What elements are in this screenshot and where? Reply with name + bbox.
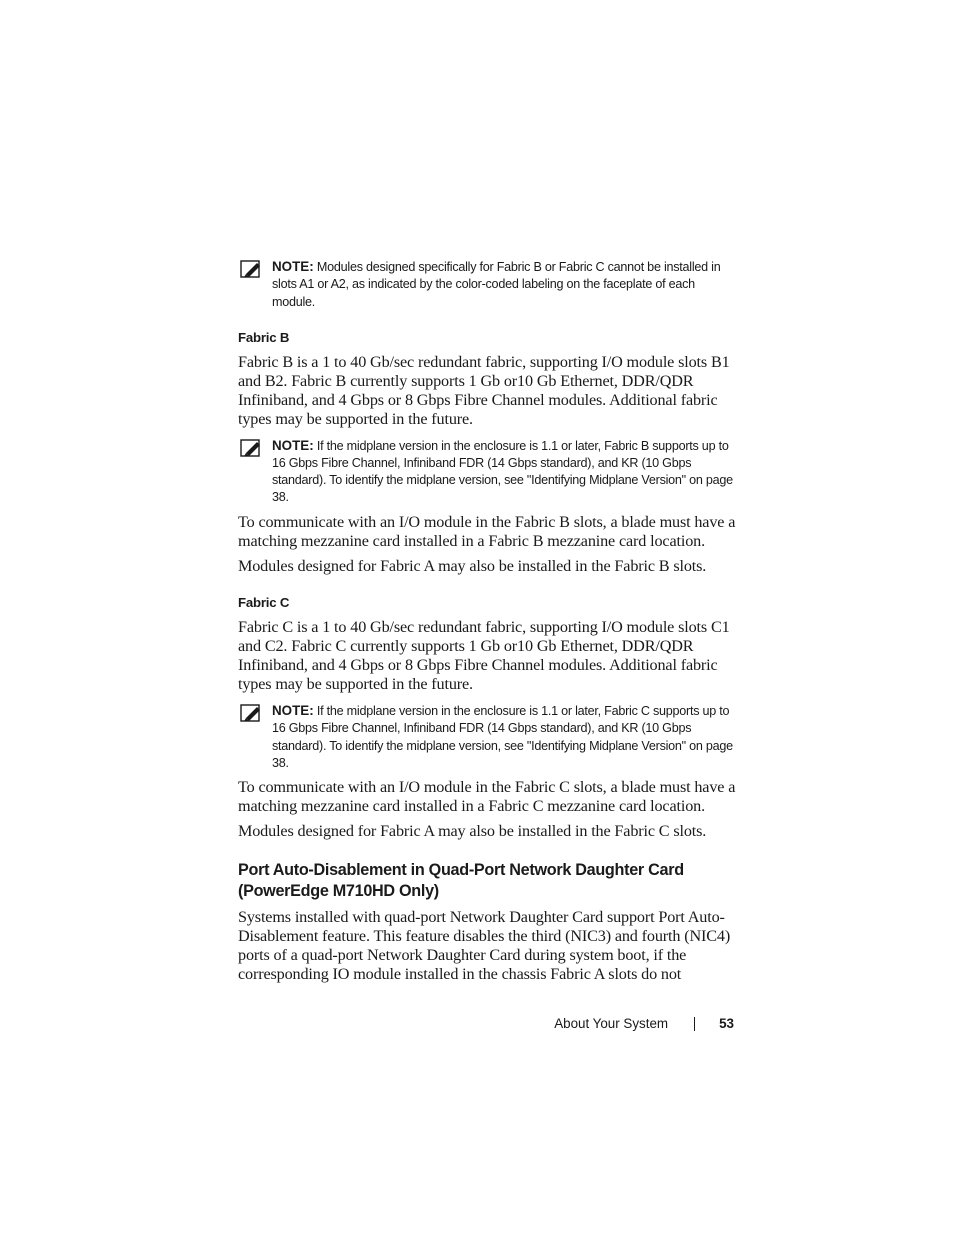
section-heading-line-2: (PowerEdge M710HD Only) [238,881,439,900]
fabric-c-heading: Fabric C [238,595,290,611]
note-fabric-slots [238,258,738,311]
footer-section-title: About Your System [554,1016,669,1031]
page-footer [554,1015,734,1033]
page-number: 53 [719,1016,734,1031]
note-fabric-c-midplane [238,702,738,772]
fabric-b-modules-paragraph: Modules designed for Fabric A may also be installed in the Fabric B slots. [238,556,707,575]
fabric-b-communicate-paragraph: To communicate with an I/O module in the Fabric B slots, a blade must have a matching mezzanine card installed in a Fabric B mezzanine card location. [238,512,736,550]
note-text: If the midplane version in the enclosure is 1.1 or later, Fabric B supports up to 16 Gbps Fibre Channel, Infiniband FDR (14 Gbps standard), and KR (10 Gbps standard). To identify the midplane version, see "Identifying Midplane Version" on page 38. [272,438,733,505]
port-auto-disablement-heading [238,860,738,902]
fabric-b-paragraph: Fabric B is a 1 to 40 Gb/sec redundant fabric, supporting I/O module slots B1 and B2. Fabric B currently supports 1 Gb or10 Gb Ethernet, DDR/QDR Infiniband, and 4 Gbps or 8 Gbps Fibre Channel modules. Additional fabric types may be supported in the future. [238,352,730,428]
fabric-c-communicate-paragraph: To communicate with an I/O module in the Fabric C slots, a blade must have a matching mezzanine card installed in a Fabric C mezzanine card location. [238,778,736,816]
note-text: Modules designed specifically for Fabric B or Fabric C cannot be installed in slots A1 or A2, as indicated by the color-coded labeling on the faceplate of each module. [272,260,721,309]
pencil-note-icon [240,439,262,457]
note-fabric-b-midplane [238,437,738,507]
note-text: If the midplane version in the enclosure is 1.1 or later, Fabric C supports up to 16 Gbps Fibre Channel, Infiniband FDR (14 Gbps standard), and KR (10 Gbps standard). To identify the midplane version, see "Identifying Midplane Version" on page 38. [272,704,733,770]
pencil-note-icon [240,260,262,278]
page-content [238,258,738,984]
port-auto-disablement-paragraph: Systems installed with quad-port Network Daughter Card support Port Auto-Disablement feature. This feature disables the third (NIC3) and fourth (NIC4) ports of a quad-port Network Daughter Card during system boot, if the corresponding IO module installed in the chassis Fabric A slots do not [238,907,731,983]
note-label: NOTE: [272,703,314,719]
pencil-note-icon [240,704,262,722]
fabric-c-modules-paragraph: Modules designed for Fabric A may also be installed in the Fabric C slots. [238,822,707,841]
fabric-c-paragraph: Fabric C is a 1 to 40 Gb/sec redundant fabric, supporting I/O module slots C1 and C2. Fabric C currently supports 1 Gb or10 Gb Ethernet, DDR/QDR Infiniband, and 4 Gbps or 8 Gbps Fibre Channel modules. Additional fabric types may be supported in the future. [238,618,730,694]
fabric-b-heading: Fabric B [238,329,290,345]
note-label: NOTE: [272,437,314,453]
footer-divider [694,1017,695,1031]
note-label: NOTE: [272,259,314,274]
section-heading-line-1: Port Auto-Disablement in Quad-Port Network Daughter Card [238,860,684,879]
